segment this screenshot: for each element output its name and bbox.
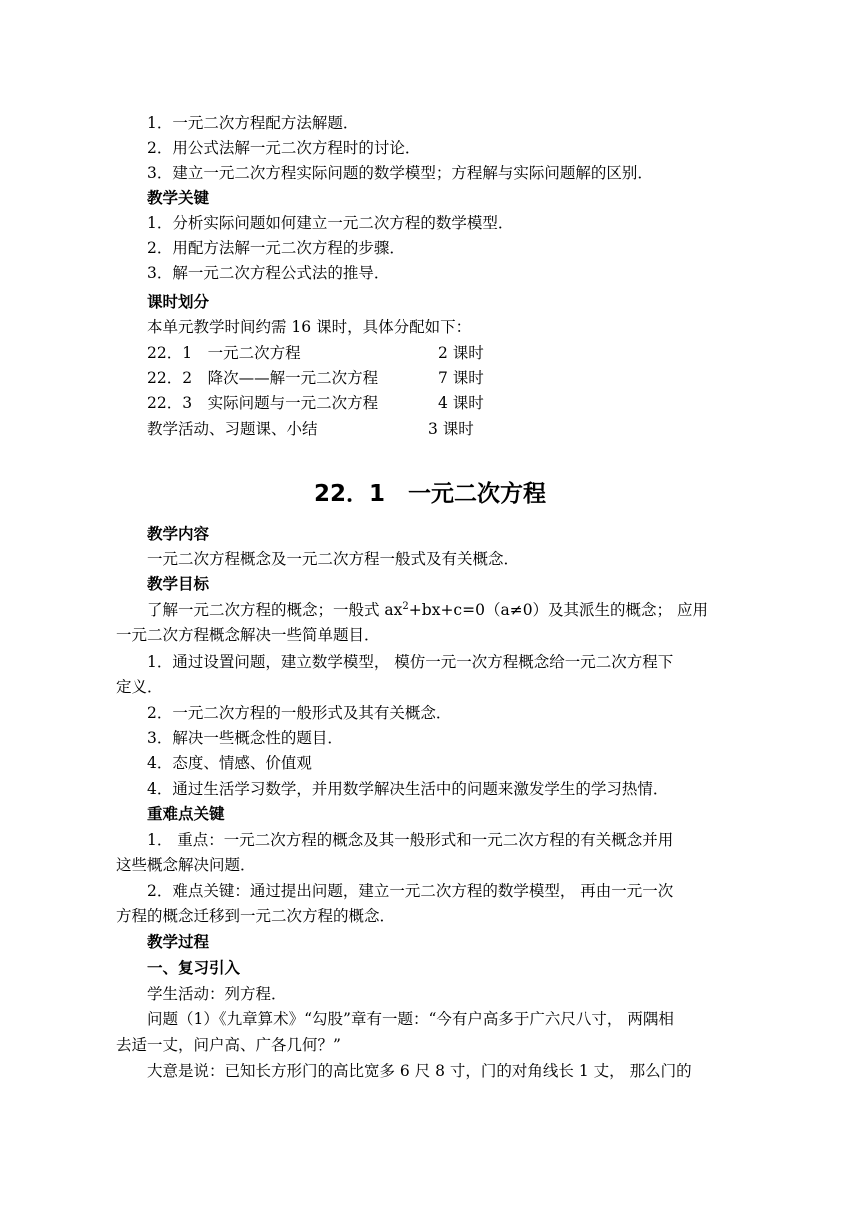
- difficulty-item-2: 2．用公式法解一元二次方程时的讨论．: [147, 139, 421, 157]
- schedule-heading: 课时划分: [147, 293, 210, 311]
- content-text: 一元二次方程概念及一元二次方程一般式及有关概念．: [147, 550, 520, 568]
- problem-line2: 去适一丈，问户高、广各几何？”: [116, 1036, 341, 1054]
- focus-1-line2: 这些概念解决问题．: [116, 856, 256, 874]
- key-item-3: 3．解一元二次方程公式法的推导．: [147, 264, 390, 282]
- schedule-row: [147, 341, 847, 365]
- schedule-row: [147, 366, 847, 390]
- goal-2: 2．一元二次方程的一般形式及其有关概念．: [147, 704, 452, 722]
- schedule-row-hours: 7 课时: [438, 369, 484, 387]
- schedule-row-name: 22．3 实际问题与一元二次方程: [147, 394, 379, 412]
- difficulty-item-3: 3．建立一元二次方程实际问题的数学模型；方程解与实际问题解的区别．: [147, 164, 653, 182]
- key-heading: 教学关键: [147, 189, 210, 207]
- meaning-line1: 大意是说：已知长方形门的高比宽多 6 尺 8 寸，门的对角线长 1 丈， 那么门的: [147, 1062, 692, 1080]
- schedule-row-hours: 3 课时: [428, 420, 474, 438]
- section-title: 22．1 一元二次方程: [313, 481, 546, 507]
- schedule-row-name: 22．1 一元二次方程: [147, 344, 301, 362]
- content-heading: 教学内容: [147, 525, 210, 543]
- schedule-row-hours: 4 课时: [438, 394, 484, 412]
- schedule-row: [147, 391, 847, 415]
- goals-intro-line2: 一元二次方程概念解决一些简单题目．: [116, 626, 380, 644]
- goals-intro-text-b: +bx+c=0（a≠0）及其派生的概念； 应用: [408, 601, 708, 619]
- exponent: 2: [402, 600, 409, 612]
- goals-intro-text-a: 了解一元二次方程的概念；一般式 ax: [147, 601, 403, 619]
- problem-line1: 问题（1）《九章算术》“勾股”章有一题：“今有户高多于广六尺八寸， 两隅相: [147, 1010, 674, 1028]
- focus-heading: 重难点关键: [147, 805, 225, 823]
- goal-3: 3．解决一些概念性的题目．: [147, 729, 343, 747]
- goals-intro: [147, 598, 708, 622]
- focus-2-line1: 2．难点关键：通过提出问题，建立一元二次方程的数学模型， 再由一元一次: [147, 882, 674, 900]
- goal-4: 4．态度、情感、价值观: [147, 754, 312, 772]
- focus-2-line2: 方程的概念迁移到一元二次方程的概念．: [116, 907, 396, 925]
- key-item-2: 2．用配方法解一元二次方程的步骤．: [147, 239, 405, 257]
- activity-text: 学生活动：列方程．: [147, 985, 287, 1003]
- schedule-intro: 本单元教学时间约需 16 课时，具体分配如下：: [147, 318, 472, 336]
- goals-heading: 教学目标: [147, 575, 210, 593]
- difficulty-item-1: 1．一元二次方程配方法解题．: [147, 114, 359, 132]
- schedule-row-hours: 2 课时: [438, 344, 484, 362]
- process-heading: 教学过程: [147, 933, 210, 951]
- key-item-1: 1．分析实际问题如何建立一元二次方程的数学模型．: [147, 214, 514, 232]
- schedule-row-name: 教学活动、习题课、小结: [147, 420, 318, 438]
- goal-1-line2: 定义．: [116, 678, 163, 696]
- focus-1-line1: 1． 重点：一元二次方程的概念及其一般形式和一元二次方程的有关概念并用: [147, 831, 674, 849]
- schedule-row: [147, 417, 847, 441]
- goal-5: 4．通过生活学习数学，并用数学解决生活中的问题来激发学生的学习热情．: [147, 780, 669, 798]
- review-heading: 一、复习引入: [147, 959, 241, 977]
- schedule-row-name: 22．2 降次——解一元二次方程: [147, 369, 379, 387]
- goal-1-line1: 1．通过设置问题，建立数学模型， 模仿一元一次方程概念给一元二次方程下: [147, 653, 674, 671]
